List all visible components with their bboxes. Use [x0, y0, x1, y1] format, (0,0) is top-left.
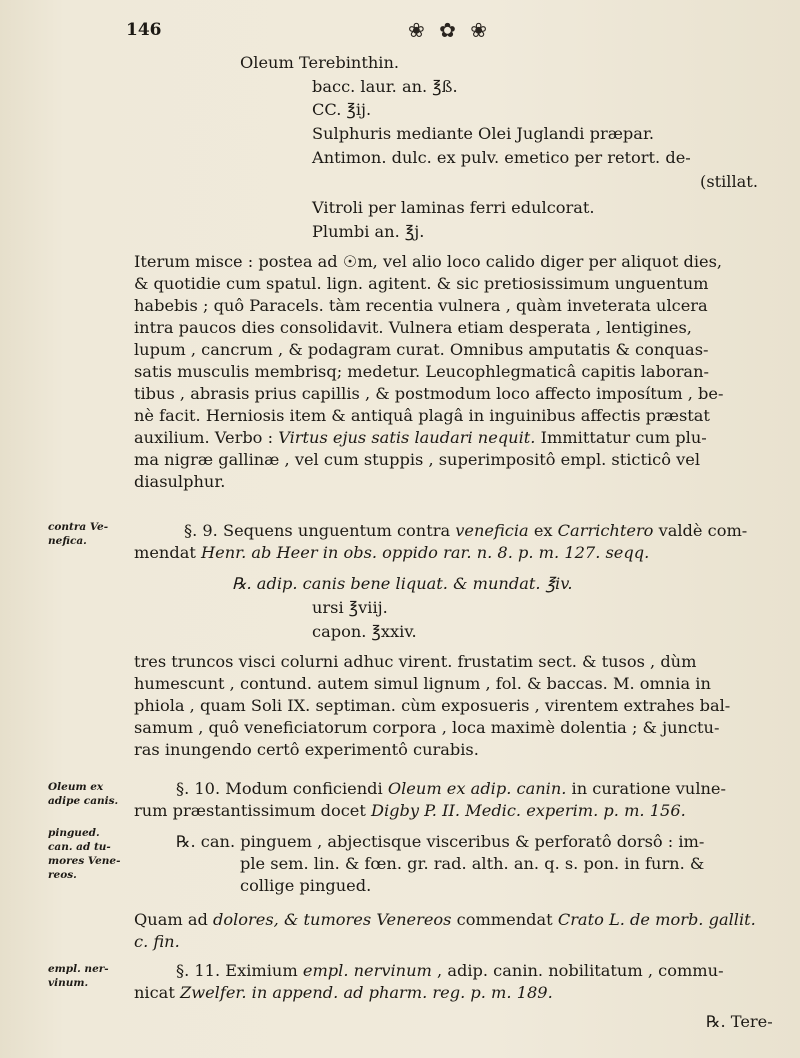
text-line: intra paucos dies consolidavit. Vulnera etiam desperata , lentigines,	[134, 318, 692, 337]
citation-line: nicat Zwelfer. in append. ad pharm. reg. p. m. 189.	[134, 983, 553, 1002]
margin-note: vinum.	[48, 977, 89, 989]
text-line: samum , quô veneficiatorum corpora , loca maximè dolentia ; & junctu-	[134, 718, 720, 737]
ingredient-line: Sulphuris mediante Olei Juglandi præpar.	[312, 124, 655, 143]
ingredient-line: capon. ℥xxiv.	[312, 622, 417, 641]
emphasis-text: Virtus ejus satis laudari nequit.	[278, 428, 536, 447]
ingredient-line: CC. ℥ij.	[312, 100, 372, 119]
margin-note: adipe canis.	[48, 795, 119, 807]
text-line: humescunt , contund. autem simul lignum , fol. & baccas. M. omnia in	[134, 674, 711, 693]
catchword: ℞. Tere-	[706, 1012, 773, 1031]
header-ornament-icon: ❀ ✿ ❀	[408, 18, 491, 42]
text-line: Iterum misce : postea ad ☉m, vel alio loco calido diger per aliquot dies,	[134, 252, 723, 271]
margin-note: empl. ner-	[48, 963, 109, 975]
margin-note: contra Ve-	[48, 521, 109, 533]
section-heading-line: §. 10. Modum conficiendi Oleum ex adip. canin. in curatione vulne-	[176, 779, 726, 798]
ingredient-line: ursi ℥viij.	[312, 598, 388, 617]
text-line: Quam ad dolores, & tumores Venereos commendat Crato L. de morb. gallit.	[134, 910, 756, 929]
text-line: & quotidie cum spatul. lign. agitent. & sic pretiosissimum unguentum	[134, 274, 709, 293]
margin-note: reos.	[48, 869, 77, 881]
section-heading-line: §. 11. Eximium empl. nervinum , adip. canin. nobilitatum , commu-	[176, 961, 724, 980]
ingredient-line: Plumbi an. ℥j.	[312, 222, 425, 241]
text-line: auxilium. Verbo : Virtus ejus satis laudari nequit. Immittatur cum plu-	[134, 428, 707, 447]
margin-note: nefica.	[48, 535, 87, 547]
text-line: tibus , abrasis prius capillis , & postmodum loco affecto imposítum , be-	[134, 384, 724, 403]
page-number: 146	[126, 20, 162, 40]
text-line: ma nigræ gallinæ , vel cum stuppis , superimpositô empl. sticticô vel	[134, 450, 701, 469]
margin-note: mores Vene-	[48, 855, 121, 867]
recipe-line: ℞. can. pinguem , abjectisque visceribus & perforatô dorsô : im-	[176, 832, 705, 851]
ingredient-line: Antimon. dulc. ex pulv. emetico per retort. de-	[312, 148, 691, 167]
text-line: satis musculis membrisq; medetur. Leucophlegmaticâ capitis laboran-	[134, 362, 709, 381]
ingredient-line: bacc. laur. an. ℥ß.	[312, 77, 458, 96]
ingredient-line: Vitroli per laminas ferri edulcorat.	[312, 198, 595, 217]
text-line: c. fin.	[134, 932, 180, 951]
ingredient-line: ℞. adip. canis bene liquat. & mundat. ℥iv.	[232, 574, 573, 593]
ingredient-line: Oleum Terebinthin.	[240, 53, 400, 72]
recipe-line: ple sem. lin. & fœn. gr. rad. alth. an. q. s. pon. in furn. &	[240, 854, 705, 873]
citation-line: rum præstantissimum docet Digby P. II. Medic. experim. p. m. 156.	[134, 801, 686, 820]
text-line: ras inungendo certô experimentô curabis.	[134, 740, 479, 759]
margin-note: pingued.	[48, 827, 100, 839]
ingredient-line: (stillat.	[700, 172, 758, 191]
text-line: lupum , cancrum , & podagram curat. Omnibus amputatis & conquas-	[134, 340, 709, 359]
margin-note: Oleum ex	[48, 781, 104, 793]
text-line: tres truncos visci colurni adhuc virent. frustatim sect. & tusos , dùm	[134, 652, 697, 671]
text-line: diasulphur.	[134, 472, 226, 491]
citation-line: mendat Henr. ab Heer in obs. oppido rar. n. 8. p. m. 127. seqq.	[134, 543, 650, 562]
recipe-line: collige pingued.	[240, 876, 372, 895]
text-line: habebis ; quô Paracels. tàm recentia vulnera , quàm inveterata ulcera	[134, 296, 708, 315]
section-heading-line: §. 9. Sequens unguentum contra veneficia ex Carrichtero valdè com-	[184, 521, 748, 540]
margin-note: can. ad tu-	[48, 841, 111, 853]
text-line: nè facit. Herniosis item & antiquâ plagâ in inguinibus affectis præstat	[134, 406, 710, 425]
text-line: phiola , quam Soli IX. septiman. cùm exposueris , virentem extrahes bal-	[134, 696, 731, 715]
